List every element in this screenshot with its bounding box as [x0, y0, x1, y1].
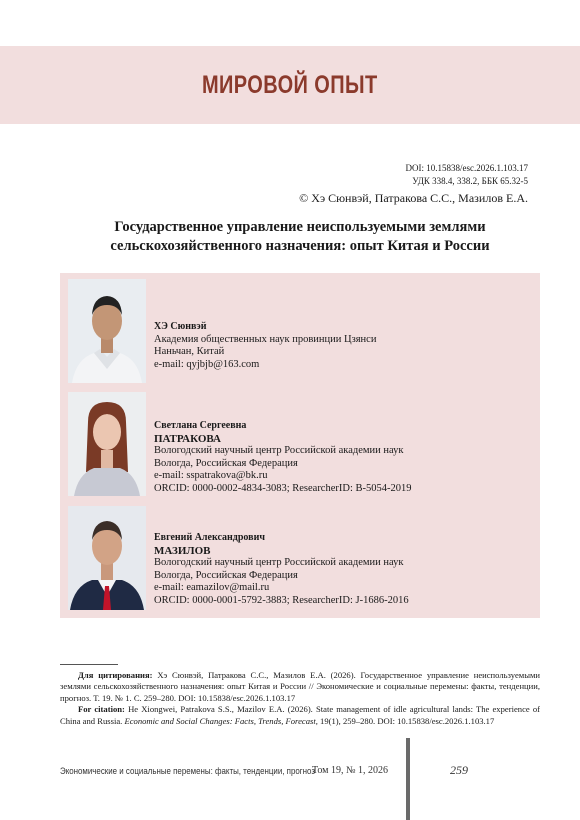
author-affiliation: Академия общественных наук провинции Цзянси: [154, 333, 377, 345]
author-photo-mazilov: [68, 506, 146, 610]
author-location: Вологда, Российская Федерация: [154, 457, 298, 469]
section-banner: [0, 46, 580, 124]
footer-divider-bar: [406, 738, 410, 820]
author-info-he: [154, 321, 376, 371]
author-first-name: Евгений Александрович: [154, 532, 265, 543]
citation-en-journal: Economic and Social Changes: Facts, Trends, Forecast: [124, 715, 316, 726]
author-ids: ORCID: 0000-0002-4834-3083; ResearcherID: B-5054-2019: [154, 482, 412, 494]
author-affiliation: Вологодский научный центр Российской академии наук: [154, 557, 404, 568]
citation-ru: [60, 670, 540, 704]
article-title-line2: сельскохозяйственного назначения: опыт Китая и России: [110, 238, 490, 254]
section-title: МИРОВОЙ ОПЫТ: [202, 70, 378, 99]
author-email: e-mail: eamazilov@mail.ru: [154, 582, 270, 593]
author-ids: ORCID: 0000-0001-5792-3883; ResearcherID: J-1686-2016: [154, 594, 409, 606]
article-title-line1: Государственное управление неиспользуемыми землями: [114, 219, 486, 235]
doi-text: DOI: 10.15838/esc.2026.1.103.17: [405, 163, 528, 173]
author-email: e-mail: qyjbjb@163.com: [154, 358, 260, 370]
author-photo-he: [68, 279, 146, 383]
citation-ru-text: Хэ Сюнвэй, Патракова С.С., Мазилов Е.А. (2026). Государственное управление неиспользуемыми землями сельскохозяйственного назначения: опыт Китая и России // Экономические и социальные перемены: факты, тенденции, прогноз. Т. 19. № 1. С. 259–280. DOI: 10.15838/esc.2026.1.103.17: [60, 670, 541, 703]
citation-en-tail: , 19(1), 259–280. DOI: 10.15838/esc.2026.1.103.17: [315, 715, 495, 726]
udc-text: УДК 338.4, 338.2, ББК 65.32-5: [412, 176, 528, 186]
citation-footnote: [60, 670, 540, 727]
citation-ru-label: Для цитирования:: [78, 670, 153, 680]
footnote-divider: [60, 664, 118, 665]
author-photo-patrakova: [68, 392, 146, 496]
copyright-line: © Хэ Сюнвэй, Патракова С.С., Мазилов Е.А.: [299, 191, 528, 205]
footer-journal-name: Экономические и социальные перемены: факты, тенденции, прогноз: [60, 766, 315, 776]
citation-en-label: For citation:: [78, 704, 125, 715]
footer-volume: Том 19, № 1, 2026: [312, 765, 389, 776]
author-first-name: Светлана Сергеевна: [154, 420, 247, 431]
author-info-mazilov: [154, 532, 409, 607]
author-email: e-mail: sspatrakova@bk.ru: [154, 470, 268, 481]
author-affiliation: Вологодский научный центр Российской академии наук: [154, 445, 404, 456]
author-last-name: ПАТРАКОВА: [154, 432, 221, 445]
citation-en-text: He Xiongwei, Patrakova S.S., Mazilov E.A. (2026). State management of idle agricultural lands: The experience of China and Russia.: [60, 704, 540, 726]
article-meta: [299, 162, 528, 206]
author-info-patrakova: [154, 420, 412, 495]
authors-panel: [60, 273, 540, 618]
page-number: 259: [450, 763, 468, 777]
citation-en: [60, 704, 540, 727]
author-name: ХЭ Сюнвэй: [154, 321, 207, 332]
author-last-name: МАЗИЛОВ: [154, 544, 211, 557]
article-title: [60, 218, 540, 256]
author-location: Наньчан, Китай: [154, 346, 225, 357]
author-location: Вологда, Российская Федерация: [154, 569, 298, 581]
